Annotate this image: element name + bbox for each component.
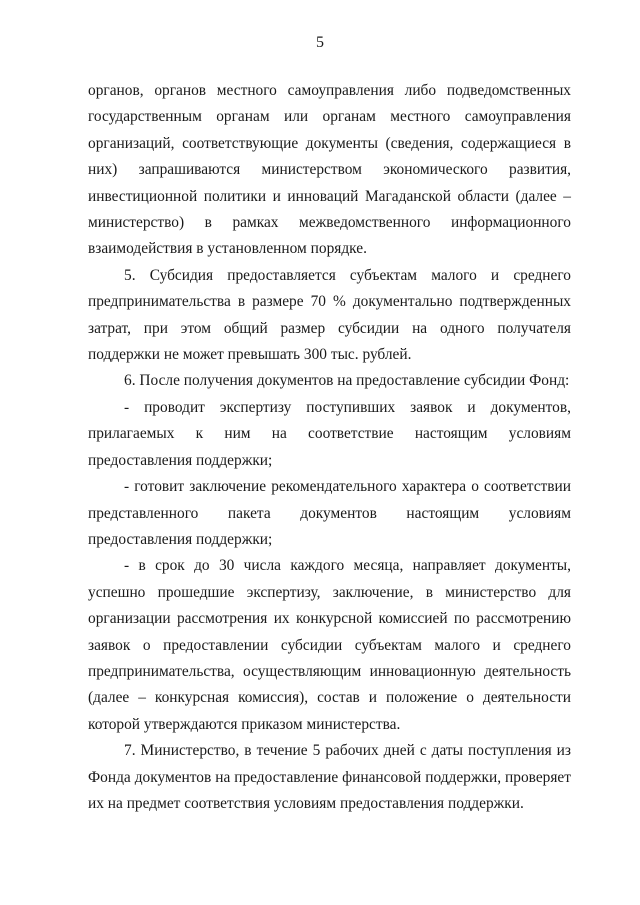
paragraph-item-6: 6. После получения документов на предоставление субсидии Фонд:: [124, 372, 570, 390]
paragraph-item-7: 7. Министерство, в течение 5 рабочих дней с даты поступления из Фонда документов на предоставление финансовой поддержки, проверяет их на предмет соответствия условиям предоставления поддержки.: [88, 742, 571, 812]
paragraph-item-5: 5. Субсидия предоставляется субъектам малого и среднего предпринимательства в размере 70 % документально подтвержденных затрат, при этом общий размер субсидии на одного получателя поддержки не может превышать 300 тыс. рублей.: [88, 266, 571, 364]
paragraph-continuation: органов, органов местного самоуправления либо подведомственных государственным органам или органам местного самоуправления организаций, соответствующие документы (сведения, содержащиеся в них) запрашиваются министерством экономического развития, инвестиционной политики и инноваций Магаданской области (далее – министерство) в рамках межведомственного информационного взаимодействия в установленном порядке.: [88, 82, 571, 258]
list-item-deadline: - в срок до 30 числа каждого месяца, направляет документы, успешно прошедшие экспертизу, заключение, в министерство для организации рассмотрения их конкурсной комиссией по рассмотрению заявок о предоставлении субсидии субъектам малого и среднего предпринимательства, осуществляющим инновационную деятельность (далее – конкурсная комиссия), состав и положение о деятельности которой утверждаются приказом министерства.: [88, 557, 571, 733]
document-body: [88, 78, 571, 817]
page-number: 5: [316, 34, 324, 51]
list-item-conclusion: - готовит заключение рекомендательного характера о соответствии представленного пакета документов настоящим условиям предоставления поддержки;: [88, 478, 571, 548]
list-item-expertise: - проводит экспертизу поступивших заявок и документов, прилагаемых к ним на соответствие настоящим условиям предоставления поддержки;: [88, 398, 571, 469]
